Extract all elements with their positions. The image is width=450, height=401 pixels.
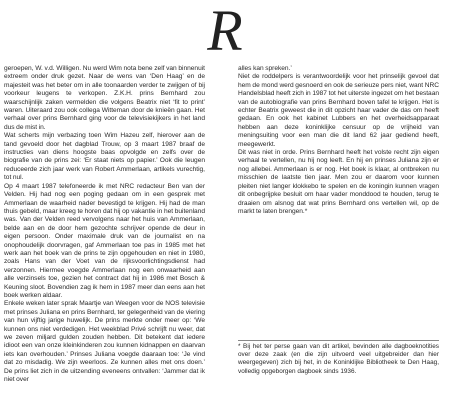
paragraph: Wat scherts mijn verbazing toen Wim Hazeu zelf, hierover aan de tand gevoeld door het dagblad Trouw, op 3 maart 1987 braaf de instructies van diens hoogste baas opvolgde en zelfs over de biografie van de prins zei: ‘Er staat niets op papier.’ Ook die leugen reduceerde zich jaar werk van Robert Ammerlaan, artikels vurechtig, tot nul. xyxy=(4,132,205,182)
paragraph: Niet de roddelpers is verantwoordelijk voor het prinselijk gevoel dat hem de mond werd gesnoerd en ook de serieuze pers niet, want NRC Handelsblad heeft zich in 1987 tot het uiterste ingezet om het bestaan van de autobiografie van prins Bernhard boven tafel te krijgen. Het is echter Beatrix geweest die in dit opzicht haar vader de das om heeft gedaan. En ook het kabinet Lubbers en het overheidsapparaat hebben aan deze koninklijke censuur op de vrijheid van meningsuiting voor een man die dit land 62 jaar gediend heeft, meegewerkt. xyxy=(238,73,439,148)
logo-letter: R xyxy=(207,0,243,63)
paragraph: Op 4 maart 1987 telefoneerde ik met NRC redacteur Ben van der Velden. Hij had nog een poging gedaan om in een gesprek met Ammerlaan de waarheid nader bevestigd te krijgen. Hij had de man thuis gebeld, maar kreeg te horen dat hij op vakantie in het buitenland was. Van der Velden reed vervolgens naar het huis van Ammerlaan, belde aan en de door hem gezochte schrijver opende de deur in eigen persoon. Onder maximale druk van de journalist en na onophoudelijk doorvragen, gaf Ammerlaan toe pas in 1985 met het werk aan het boek van de prins te zijn opgehouden en niet in 1980, zoals Hans van der Voet van de rijksvoorlichtingsdienst had verzonnen. Hiermee voegde Ammerlaan nog een onwaarheid aan alle verzinsels toe, gezien het contract dat hij in 1986 met Bosch & Keuning sloot. Bovendien zag ik hem in 1987 meer dan eens aan het boek werken aldaar. xyxy=(4,182,205,299)
footnote: * Bij het ter perse gaan van dit artikel, bevinden alle dagboeknotities over deze zaak (en die zijn uitvoerd veel uitgebreider dan hier weergegeven) zich bij het, in de Koninklijke Bibliotheek te Den Haag, volledig opgeborgen dagboek sinds 1936. xyxy=(238,340,439,376)
right-column xyxy=(238,65,439,216)
paragraph: Enkele weken later sprak Maartje van Weegen voor de NOS televisie met prinses Juliana en prins Bernhard, ter gelegenheid van de viering van hun vijftig jarige huwelijk. De prins merkte onder meer op: ‘We kunnen ons niet verdedigen. Het weekblad Privé schrijft nu weer, dat we zeven miljard gulden zouden hebben. Dit betekent dat iedere idioot een van onze kleinkinderen zou kunnen kidnappen en daarvan iets kan overhouden.’ Prinses Juliana voegde daaraan toe: ‘Je vind dat zo misdadig. We zijn weerloos. Ze kunnen alles met ons doen.’ De prins liet zich in de uitzending eveneens ontvallen: ‘Jammer dat ik niet over xyxy=(4,300,205,384)
paragraph: geroepen, W. v.d. Willigen. Nu werd Wim nota bene zelf van binnenuit extreem onder druk gezet. Naar de wens van ‘Den Haag’ en de majesteit was het beter om in alle toonaarden verder te zwijgen of bij voorkeur leugens te verkopen. Z.K.H. prins Bernhard zou waarschijnlijk zaken vermelden die volgens Beatrix niet ‘fit to print’ waren. Uiteraard zou ook collega Witteman door de knieën gaan. Het verhaal over prins Bernhard ging voor de televisiekijkers in het land dus de mist in. xyxy=(4,65,205,131)
paragraph: Dit was niet in orde. Prins Bernhard heeft het volste recht zijn eigen verhaal te vertellen, nu hij nog leeft. En hij en prinses Juliana zijn er nog allebei. Ammerlaan is er nog. Het boek is klaar, al ontbreken nu misschien de laatste tien jaar. Men zou er daarom voor kunnen pleiten niet langer klokkebo te spelen en de koningin kunnen vragen dit onbegrijpke besluit om haar vader monddood te houden, terug te draaien om alsnog dat wat prins Bernhard ons vertellen wil, op de markt te laten brengen.* xyxy=(238,149,439,215)
left-column xyxy=(4,65,205,384)
paragraph: alles kan spreken.’ xyxy=(238,65,292,72)
